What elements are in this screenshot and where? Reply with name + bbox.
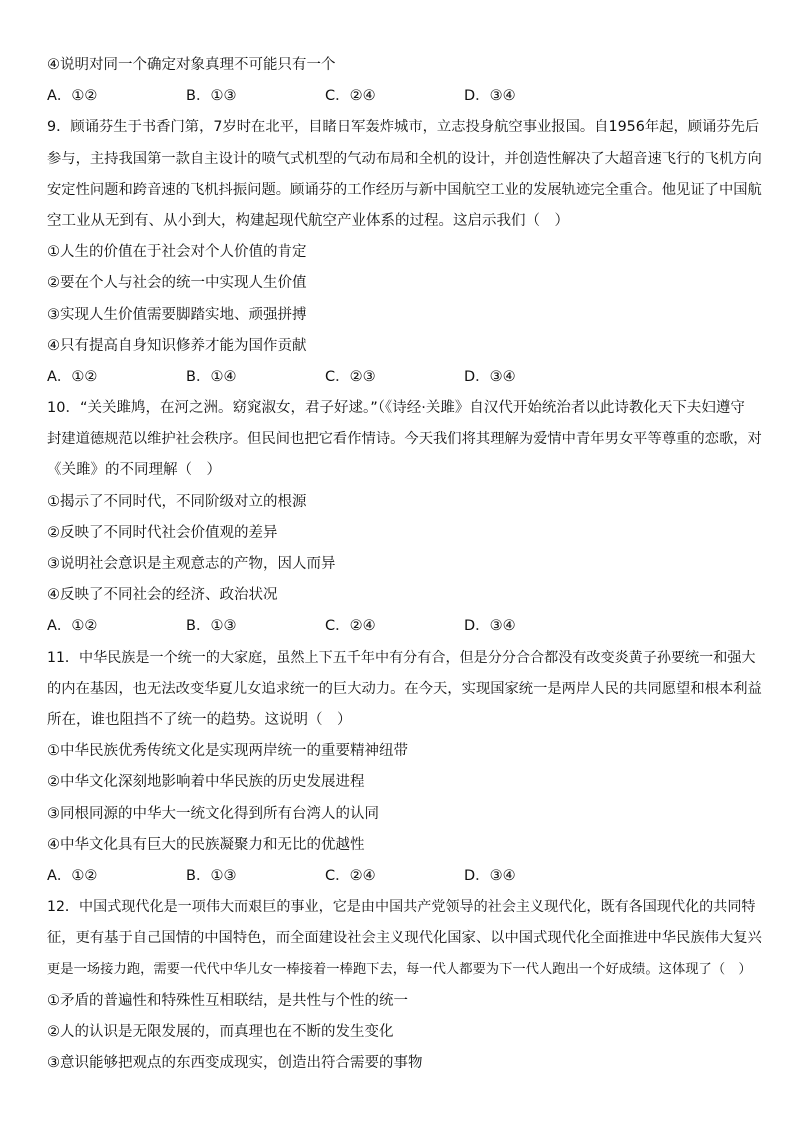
answer-item: ②人的认识是无限发展的，而真理也在不断的发生变化 [47,1023,394,1040]
answer-item: ③同根同源的中华大一统文化得到所有台湾人的认同 [47,805,379,822]
option-d[interactable]: D．③④ [464,88,516,105]
option-d[interactable]: D．③④ [464,368,516,385]
option-c[interactable]: C．②④ [325,88,376,105]
option-b[interactable]: B．①③ [186,88,237,105]
answer-item: ①矛盾的普遍性和特殊性互相联结，是共性与个性的统一 [47,992,408,1009]
answer-options [47,611,762,642]
option-a[interactable]: A．①② [47,618,98,635]
answer-options [47,362,762,393]
option-d[interactable]: D．③④ [464,867,516,884]
question-12 [47,892,762,1079]
option-b[interactable]: B．①③ [186,867,237,884]
question-stem-line: 《关雎》的不同理解（ ） [47,462,221,479]
answer-item: ①中华民族优秀传统文化是实现两岸统一的重要精神纽带 [47,743,408,760]
question-stem-line: 封建道德规范以维护社会秩序。但民间也把它看作情诗。今天我们将其理解为爱情中青年男女平等尊重的恋歌，对 [47,431,762,448]
option-b[interactable]: B．①④ [186,368,237,385]
answer-item: ④中华文化具有巨大的民族凝聚力和无比的优越性 [47,836,365,853]
question-9 [47,112,762,393]
question-stem-line: 9．顾诵芬生于书香门第，7岁时在北平，目睹日军轰炸城市，立志投身航空事业报国。自1956年起，顾诵芬先后 [47,119,760,136]
answer-item: ②要在个人与社会的统一中实现人生价值 [47,275,307,292]
question-stem-line: 参与，主持我国第一款自主设计的喷气式机型的气动布局和全机的设计，并创造性解决了大超音速飞行的飞机方向 [47,150,762,167]
question-stem-line: 空工业从无到有、从小到大，构建起现代航空产业体系的过程。这启示我们（ ） [47,212,569,229]
question-stem-line: 更是一场接力跑，需要一代代中华儿女一棒接着一棒跑下去，每一代人都要为下一代人跑出一个好成绩。这体现了（ ） [47,962,752,978]
option-c[interactable]: C．②④ [325,867,376,884]
option-c[interactable]: C．②④ [325,618,376,635]
question-stem-line: 10．“关关雎鸠，在河之洲。窈窕淑女，君子好逑。”（《诗经·关雎》自汉代开始统治者以此诗教化天下夫妇遵守 [47,400,745,417]
question-stem-line: 的内在基因，也无法改变华夏儿女追求统一的巨大动力。在今天，实现国家统一是两岸人民的共同愿望和根本利益 [47,680,762,697]
answer-item: ①人生的价值在于社会对个人价值的肯定 [47,244,307,261]
answer-item: ③说明社会意识是主观意志的产物，因人而异 [47,556,336,572]
answer-item: ④只有提高自身知识修养才能为国作贡献 [47,337,307,354]
answer-item: ②中华文化深刻地影响着中华民族的历史发展进程 [47,774,365,791]
answer-item: ①揭示了不同时代，不同阶级对立的根源 [47,493,307,510]
option-a[interactable]: A．①② [47,368,98,385]
question-stem-line: 所在，谁也阻挡不了统一的趋势。这说明（ ） [47,711,352,728]
question-10 [47,393,762,643]
option-a[interactable]: A．①② [47,88,98,105]
question-stem-line: 安定性问题和跨音速的飞机抖振问题。顾诵芬的工作经历与新中国航空工业的发展轨迹完全重合。他见证了中国航 [47,181,762,198]
question-11 [47,643,762,893]
answer-item: ④说明对同一个确定对象真理不可能只有一个 [47,57,336,73]
question-8-tail [47,50,762,112]
question-stem-line: 征，更有基于自己国情的中国特色，而全面建设社会主义现代化国家、以中国式现代化全面推进中华民族伟大复兴 [47,930,762,947]
answer-options [47,861,762,892]
answer-item: ④反映了不同社会的经济、政治状况 [47,587,278,604]
answer-options [47,81,762,112]
option-a[interactable]: A．①② [47,867,98,884]
option-b[interactable]: B．①③ [186,618,237,635]
exam-page [47,50,762,1079]
question-stem-line: 11．中华民族是一个统一的大家庭，虽然上下五千年中有分有合，但是分分合合都没有改变炎黄子孙要统一和强大 [47,649,756,666]
option-d[interactable]: D．③④ [464,618,516,635]
answer-item: ③实现人生价值需要脚踏实地、顽强拼搏 [47,306,307,323]
question-stem-line: 12．中国式现代化是一项伟大而艰巨的事业，它是由中国共产党领导的社会主义现代化，既有各国现代化的共同特 [47,899,756,916]
answer-item: ②反映了不同时代社会价值观的差异 [47,524,278,541]
answer-item: ③意识能够把观点的东西变成现实，创造出符合需要的事物 [47,1055,423,1071]
option-c[interactable]: C．②③ [325,368,376,385]
